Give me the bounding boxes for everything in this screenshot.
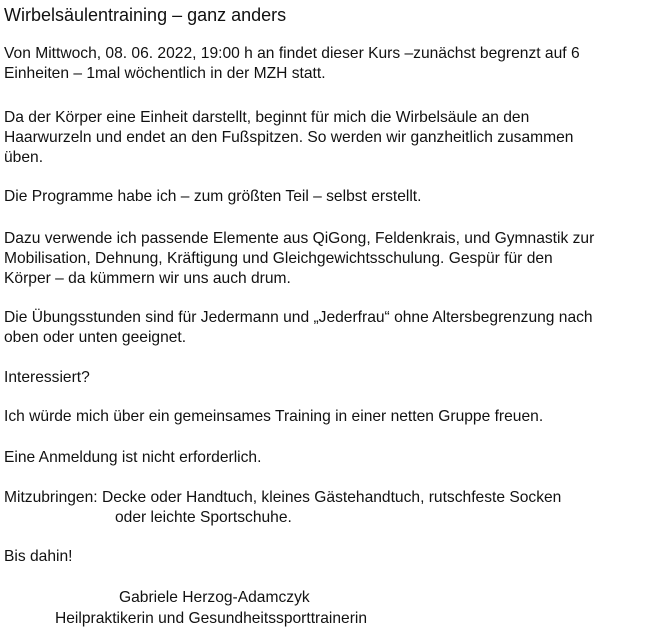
paragraph-elements — [4, 229, 594, 289]
text-line: üben. — [4, 149, 44, 166]
text-line: Interessiert? — [4, 369, 90, 386]
text-line: Haarwurzeln und endet an den Fußspitzen. So werden wir ganzheitlich zusammen — [4, 129, 574, 146]
text-line: Eine Anmeldung ist nicht erforderlich. — [4, 449, 262, 466]
text-line: Von Mittwoch, 08. 06. 2022, 19:00 h an findet dieser Kurs –zunächst begrenzt auf 6 — [4, 45, 580, 62]
signature-role: Heilpraktikerin und Gesundheitssporttrainerin — [55, 610, 368, 627]
text-line: Mitzubringen: Decke oder Handtuch, kleines Gästehandtuch, rutschfeste Socken — [4, 489, 562, 506]
paragraph-registration — [4, 448, 261, 468]
paragraph-body-unit — [4, 108, 573, 168]
text-line: oder leichte Sportschuhe. — [115, 509, 292, 526]
text-line: Die Übungsstunden sind für Jedermann und „Jederfrau“ ohne Altersbegrenzung nach — [4, 309, 593, 326]
paragraph-closing — [4, 547, 72, 567]
text-line: Da der Körper eine Einheit darstellt, beginnt für mich die Wirbelsäule an den — [4, 109, 530, 126]
text-line: Die Programme habe ich – zum größten Teil – selbst erstellt. — [4, 188, 422, 205]
paragraph-audience — [4, 308, 593, 348]
paragraph-course-start — [4, 44, 580, 84]
text-line: Einheiten – 1mal wöchentlich in der MZH statt. — [4, 65, 326, 82]
paragraph-interested — [4, 368, 90, 388]
document-title: Wirbelsäulentraining – ganz anders — [4, 5, 287, 25]
text-line: Dazu verwende ich passende Elemente aus QiGong, Feldenkrais, und Gymnastik zur — [4, 230, 595, 247]
text-line: Ich würde mich über ein gemeinsames Training in einer netten Gruppe freuen. — [4, 408, 544, 425]
text-line: Körper – da kümmern wir uns auch drum. — [4, 270, 291, 287]
paragraph-bring-along — [4, 488, 561, 528]
paragraph-training-group — [4, 407, 543, 427]
text-line: Bis dahin! — [4, 548, 73, 565]
text-line: Mobilisation, Dehnung, Kräftigung und Gleichgewichtsschulung. Gespür für den — [4, 250, 553, 267]
paragraph-programs — [4, 187, 421, 207]
text-line: oben oder unten geeignet. — [4, 329, 187, 346]
signature-name: Gabriele Herzog-Adamczyk — [119, 589, 310, 606]
